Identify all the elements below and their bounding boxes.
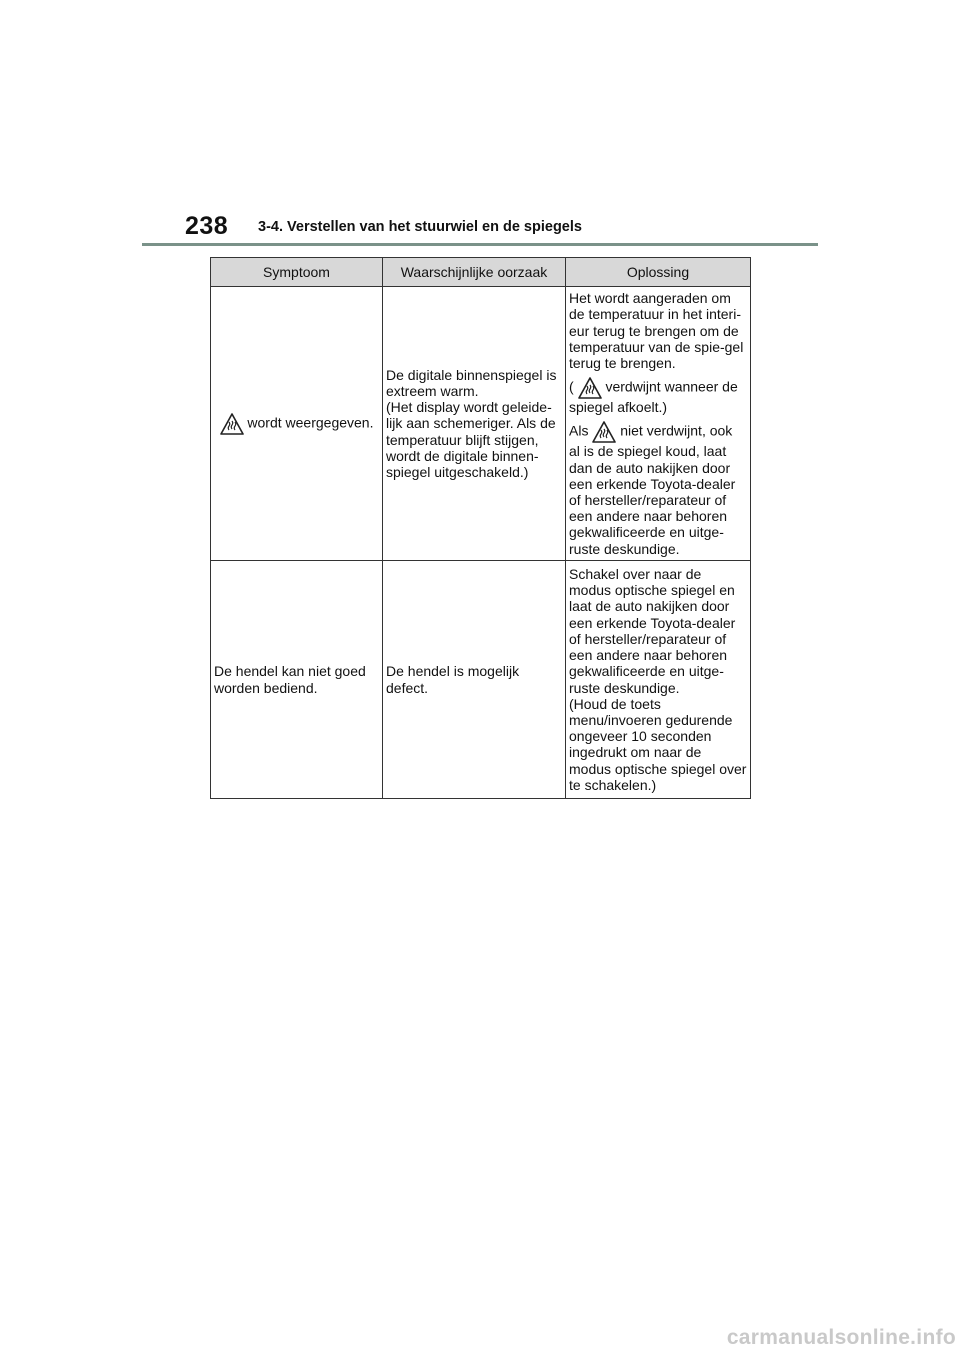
section-title: 3-4. Verstellen van het stuurwiel en de spiegels	[258, 219, 582, 235]
solution-text: niet verdwijnt, ook al is de spiegel koud, laat dan de auto nakijken door een erkende Toyota-dealer of hersteller/reparateur of een andere naar behoren gekwalificeerde en uitge-ruste deskundige.	[569, 423, 736, 557]
table-row	[211, 287, 751, 561]
watermark: carmanualsonline.info	[726, 1326, 956, 1349]
column-header-cause: Waarschijnlijke oorzaak	[383, 258, 566, 287]
header-rule	[142, 243, 818, 246]
temperature-warning-icon	[578, 377, 602, 399]
cause-cell	[383, 287, 566, 561]
temperature-warning-icon	[592, 421, 616, 443]
cause-cell: De hendel is mogelijk defect.	[383, 561, 566, 799]
symptom-cell	[211, 287, 383, 561]
solution-paragraph: Het wordt aangeraden om de temperatuur in het interi-eur terug te brengen om de temperatuur van de spie-gel terug te brengen.	[569, 290, 744, 371]
column-header-symptom: Symptoom	[211, 258, 383, 287]
table-row	[211, 561, 751, 799]
troubleshooting-table	[210, 257, 751, 799]
table-header-row	[211, 258, 751, 287]
solution-paragraph	[569, 377, 747, 415]
page-number: 238	[185, 212, 229, 240]
column-header-solution: Oplossing	[566, 258, 751, 287]
solution-text: verdwijnt wanneer de spiegel afkoelt.)	[569, 378, 738, 416]
solution-cell	[566, 561, 751, 799]
solution-text: Als	[569, 423, 589, 440]
solution-paragraph	[569, 421, 747, 556]
symptom-text: wordt weergegeven.	[247, 414, 374, 431]
temperature-warning-icon	[220, 413, 244, 435]
solution-cell	[566, 287, 751, 561]
symptom-cell: De hendel kan niet goed worden bediend.	[211, 561, 383, 799]
solution-text: (	[569, 378, 574, 395]
solution-text: Schakel over naar de modus optische spiegel en laat de auto nakijken door een erkende Toyota-dealer of hersteller/reparateur of een andere naar behoren gekwalificeerde en uitge-ruste deskundige. (Houd de toets menu/invoeren gedurende ongeveer 10 seconden ingedrukt om naar de modus optische spiegel over te schakelen.)	[569, 566, 747, 793]
cause-text: De digitale binnenspiegel is extreem warm. (Het display wordt geleide-lijk aan schemeriger. Als de temperatuur blijft stijgen, wordt de digitale binnen-spiegel uitgeschakeld.)	[386, 366, 557, 480]
